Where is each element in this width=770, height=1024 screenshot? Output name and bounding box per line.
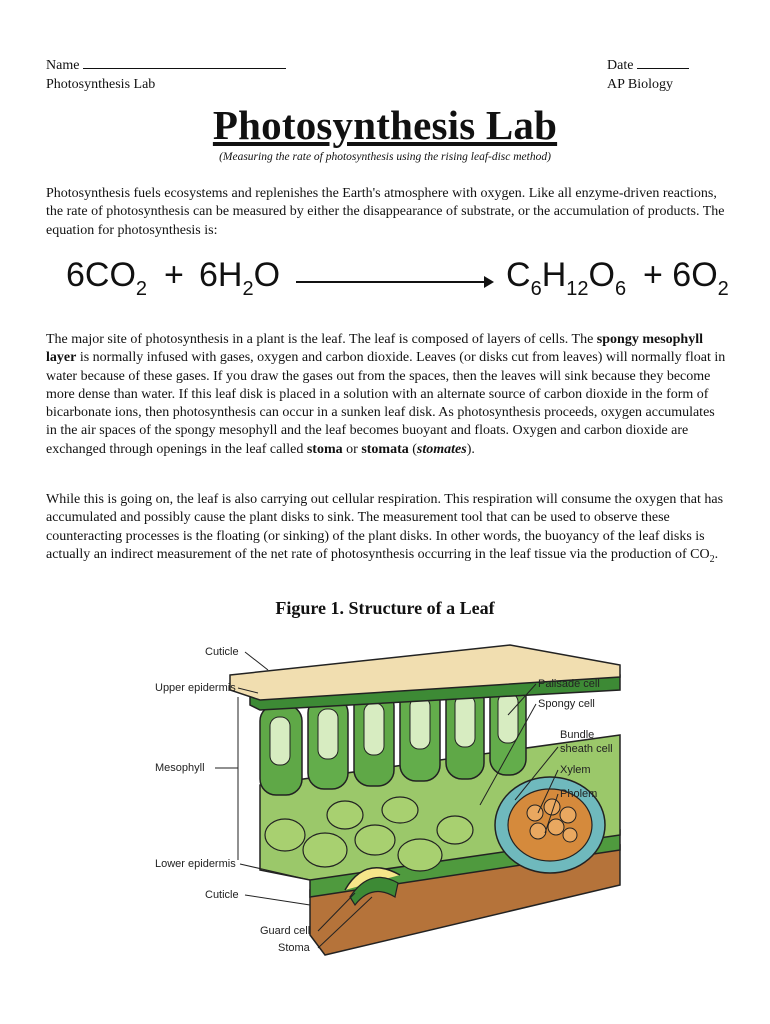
figure-caption: Figure 1. Structure of a Leaf — [275, 598, 495, 618]
eq-o2: + $6O_2$ — [643, 256, 729, 300]
class-label: AP Biology — [607, 77, 673, 92]
header-right — [607, 55, 689, 94]
respiration-paragraph: While this is going on, the leaf is also carrying out cellular respiration. This respiration will consume the oxygen that has accumulated and possibly cause the plant disks to sink. The measurement tool that can be used to observe these counteracting processes is the floating (or sinking) of the plant disks. In other words, the buoyancy of the leaf disks is actually an indirect measurement of the net rate of photosynthesis occurring in the leaf tissue via the production of $CO_2$. — [46, 492, 724, 565]
label-upper-epidermis: Upper epidermis — [155, 682, 236, 694]
reaction-arrow-icon — [296, 281, 491, 283]
label-mesophyll: Mesophyll — [155, 762, 205, 774]
header-left — [46, 55, 286, 94]
date-label: Date — [607, 58, 634, 73]
name-blank — [83, 55, 286, 69]
label-cuticle-top: Cuticle — [205, 646, 239, 658]
name-label: Name — [46, 58, 80, 73]
page-subtitle: (Measuring the rate of photosynthesis using the rising leaf-disc method) — [219, 151, 551, 163]
eq-glucose: $C_6H_{12}O_6$ — [506, 256, 627, 300]
course-label: Photosynthesis Lab — [46, 77, 156, 92]
label-xylem: Xylem — [560, 764, 591, 776]
label-bundle-sheath-1: Bundle — [560, 729, 595, 741]
eq-plus-1: + — [164, 256, 184, 294]
label-spongy-cell: Spongy cell — [538, 698, 595, 710]
label-guard-cell: Guard cell — [260, 925, 311, 937]
label-pholem: Pholem — [560, 788, 598, 800]
photosynthesis-equation — [66, 256, 729, 306]
leaf-structure-diagram — [150, 635, 650, 965]
label-cuticle-bottom: Cuticle — [205, 889, 239, 901]
leaf-paragraph: The major site of photosynthesis in a plant is the leaf. The leaf is composed of layers of cells. The spongy mesophyll layer is normally infused with gases, oxygen and carbon dioxide. Leaves (or disks cut from leaves) will normally float in water because of these gases. If you draw the gases out from the spaces, then the leaves will sink because they become more dense than water. If this leaf disk is placed in a solution with an alternate source of carbon dioxide in the form of bicarbonate ions, then photosynthesis can occur in a sunken leaf disk. As photosynthesis proceeds, oxygen accumulates in the air spaces of the spongy mesophyll and the leaf becomes buoyant and floats. Oxygen and carbon dioxide are exchanged through openings in the leaf called stoma or stomata (stomates). — [46, 332, 726, 457]
eq-h2o: $6H_2O$ — [199, 256, 281, 300]
page-title: Photosynthesis Lab — [212, 102, 558, 148]
label-stoma: Stoma — [278, 942, 310, 954]
eq-co2: $6CO_2$ — [66, 256, 148, 300]
intro-paragraph: Photosynthesis fuels ecosystems and replenishes the Earth's atmosphere with oxygen. Like all enzyme-driven reactions, the rate of photosynthesis can be measured by either the disappearance of substrate, or the accumulation of products. The equation for photosynthesis is: — [46, 186, 725, 238]
label-bundle-sheath-2: sheath cell — [560, 743, 613, 755]
date-blank — [637, 55, 689, 69]
label-lower-epidermis: Lower epidermis — [155, 858, 236, 870]
label-palisade-cell: Palisade cell — [538, 678, 600, 690]
